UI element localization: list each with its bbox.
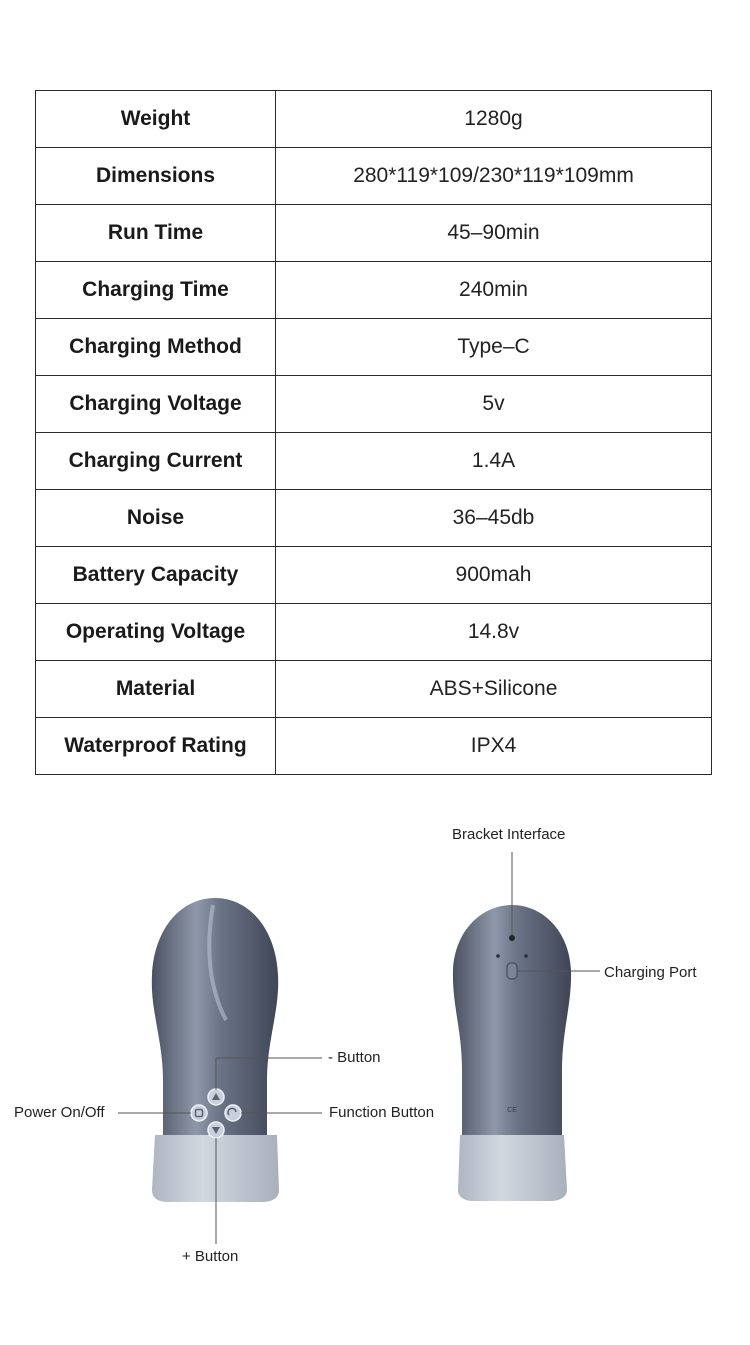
spec-label: Material (36, 661, 276, 718)
device-back-sleeve (458, 1135, 567, 1201)
power-button-icon (191, 1105, 207, 1121)
spec-value: 900mah (276, 547, 712, 604)
spec-value: 14.8v (276, 604, 712, 661)
spec-value: 1.4A (276, 433, 712, 490)
table-row (36, 319, 712, 376)
spec-value: IPX4 (276, 718, 712, 775)
spec-value: 1280g (276, 91, 712, 148)
callout-charging-port: Charging Port (604, 964, 697, 981)
callout-bracket-interface: Bracket Interface (452, 826, 566, 843)
spec-value: 45–90min (276, 205, 712, 262)
table-row (36, 490, 712, 547)
spec-label: Waterproof Rating (36, 718, 276, 775)
product-illustration (0, 780, 750, 1300)
table-row (36, 547, 712, 604)
svg-text:CE: CE (507, 1107, 517, 1114)
charging-port-icon (507, 963, 517, 979)
spec-value: 36–45db (276, 490, 712, 547)
spec-value: Type–C (276, 319, 712, 376)
spec-value: 5v (276, 376, 712, 433)
spec-label: Battery Capacity (36, 547, 276, 604)
spec-label: Charging Voltage (36, 376, 276, 433)
spec-label: Run Time (36, 205, 276, 262)
spec-label: Dimensions (36, 148, 276, 205)
table-row (36, 604, 712, 661)
device-back (453, 905, 571, 1201)
table-row (36, 376, 712, 433)
spec-label: Charging Current (36, 433, 276, 490)
spec-label: Operating Voltage (36, 604, 276, 661)
spec-value: 240min (276, 262, 712, 319)
table-row (36, 148, 712, 205)
table-row (36, 433, 712, 490)
callout-minus-button: - Button (328, 1049, 381, 1066)
spec-value: 280*119*109/230*119*109mm (276, 148, 712, 205)
spec-value: ABS+Silicone (276, 661, 712, 718)
device-front (152, 898, 279, 1202)
spec-label: Charging Time (36, 262, 276, 319)
table-row (36, 205, 712, 262)
table-row (36, 91, 712, 148)
table-row (36, 661, 712, 718)
spec-table (35, 90, 712, 775)
spec-label: Weight (36, 91, 276, 148)
spec-label: Noise (36, 490, 276, 547)
bracket-interface-icon (509, 935, 515, 941)
callout-power: Power On/Off (14, 1104, 105, 1121)
callout-function-button: Function Button (329, 1104, 435, 1121)
table-row (36, 718, 712, 775)
spec-label: Charging Method (36, 319, 276, 376)
table-row (36, 262, 712, 319)
callout-plus-button: + Button (182, 1248, 239, 1265)
